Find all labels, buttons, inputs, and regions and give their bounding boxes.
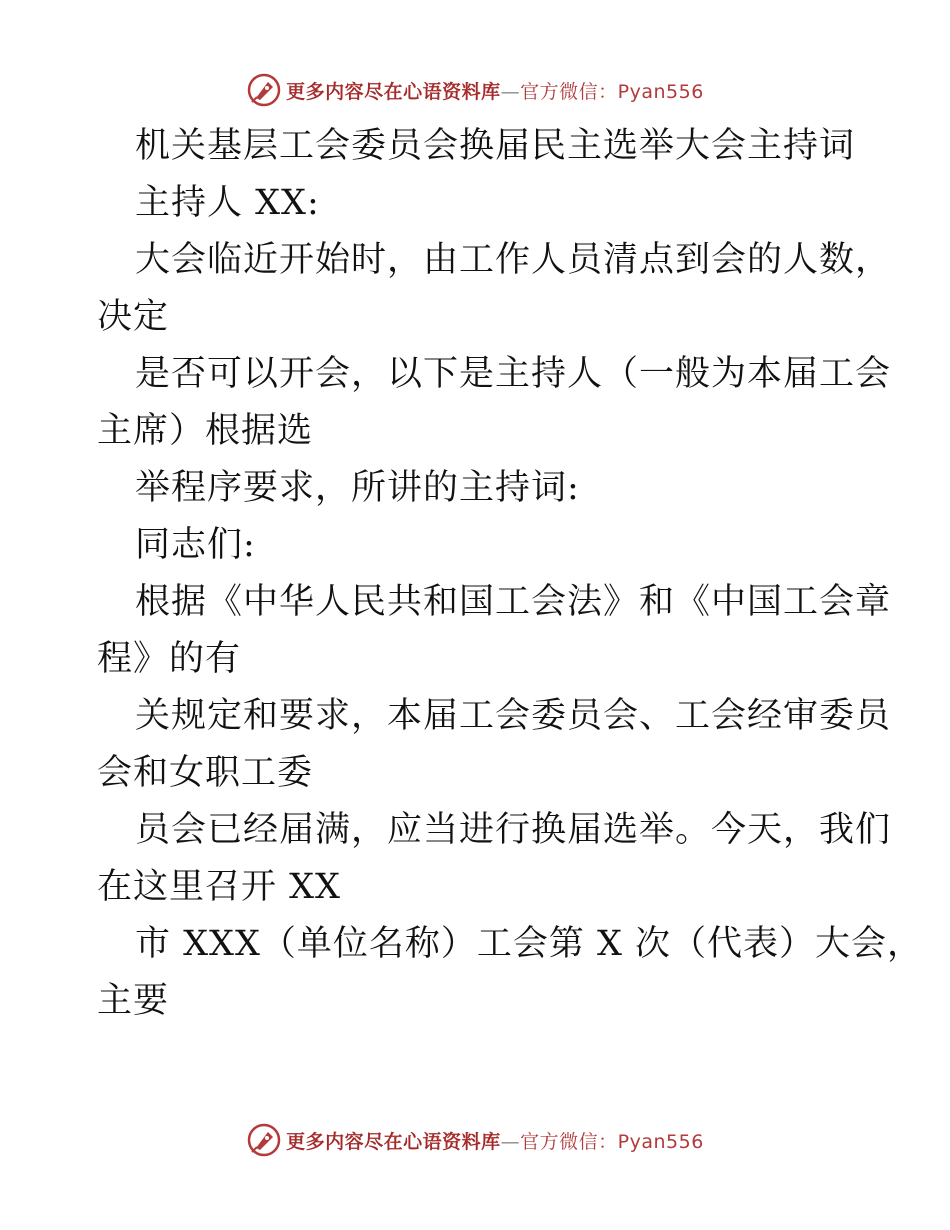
document-line: 主持人 XX: (135, 183, 320, 223)
watermark-text (286, 77, 704, 104)
document-line: 会和女职工委 (97, 753, 314, 793)
document-body (97, 118, 924, 1030)
watermark-wechat: 官方微信：Pyan556 (520, 1130, 704, 1153)
footer-watermark-banner (0, 1120, 950, 1160)
document-line: 根据《中华人民共和国工会法》和《中国工会章 (135, 582, 892, 622)
document-line: 主要 (97, 981, 170, 1021)
document-line: 在这里召开 XX (97, 867, 341, 907)
watermark-text (286, 1127, 704, 1154)
document-line: 同志们: (135, 525, 256, 565)
document-line: 关规定和要求，本届工会委员会、工会经审委员 (135, 696, 892, 736)
document-title: 机关基层工会委员会换届民主选举大会主持词 (135, 126, 856, 166)
pen-nib-logo-icon (246, 1122, 282, 1158)
watermark-brand: 更多内容尽在心语资料库 (286, 80, 501, 103)
document-line: 主席）根据选 (97, 411, 314, 451)
document-line: 是否可以开会，以下是主持人（一般为本届工会 (135, 354, 892, 394)
watermark-separator: — (500, 80, 521, 103)
document-line: 员会已经届满，应当进行换届选举。今天，我们 (135, 810, 892, 850)
watermark-separator: — (500, 1130, 521, 1153)
pen-nib-logo-icon (246, 72, 282, 108)
watermark-brand: 更多内容尽在心语资料库 (286, 1130, 501, 1153)
header-watermark-banner (0, 70, 950, 110)
document-line: 举程序要求，所讲的主持词: (135, 468, 580, 508)
watermark-wechat: 官方微信：Pyan556 (520, 80, 704, 103)
document-line: 程》的有 (97, 639, 242, 679)
document-line: 市 XXX（单位名称）工会第 X 次（代表）大会， (135, 924, 924, 964)
document-line: 大会临近开始时，由工作人员清点到会的人数， (135, 240, 892, 280)
document-line: 决定 (97, 297, 170, 337)
